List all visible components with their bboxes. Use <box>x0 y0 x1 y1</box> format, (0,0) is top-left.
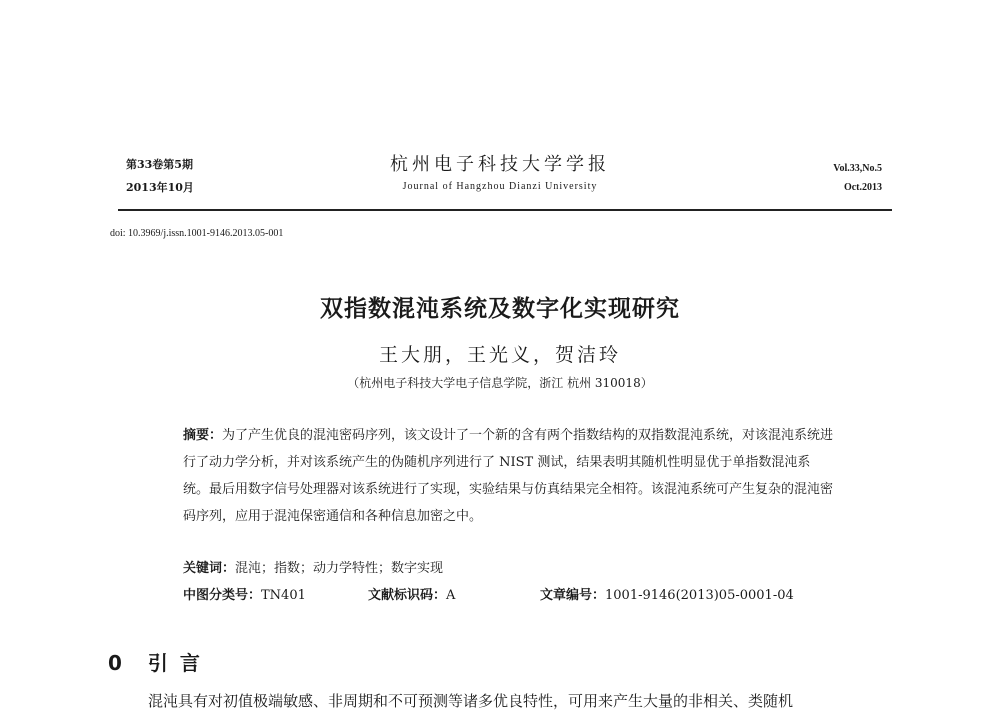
keywords-label: 关键词： <box>183 561 236 576</box>
document-code: 文献标识码：A <box>368 588 456 603</box>
journal-title-cn: 杭州电子科技大学学报 <box>390 154 610 175</box>
section-heading <box>108 647 212 676</box>
keywords <box>183 557 443 576</box>
abstract-label: 摘要： <box>183 428 223 443</box>
clc-number: 中图分类号：TN401 <box>183 588 306 603</box>
header-divider <box>118 209 892 211</box>
abstract-text: 为了产生优良的混沌密码序列，该文设计了一个新的含有两个指数结构的双指数混沌系统，对该混沌系统进行了动力学分析，并对该系统产生的伪随机序列进行了 NIST 测试，结果表明其随机性明显优于单指数混沌系统。最后用数字信号处理器对该系统进行了实现，实验结果与仿真结果完全相符。该混沌系统可产生复杂的混沌密码序列，应用于混沌保密通信和各种信息加密之中。 <box>183 428 834 524</box>
volume-issue-en: Vol.33,No.5 <box>833 163 882 174</box>
journal-title-en: Journal of Hangzhou Dianzi University <box>402 181 598 192</box>
affiliation: （杭州电子科技大学电子信息学院，浙江 杭州 310018） <box>347 376 653 390</box>
doi: doi: 10.3969/j.issn.1001-9146.2013.05-001 <box>110 228 284 239</box>
paper-title: 双指数混沌系统及数字化实现研究 <box>320 296 680 322</box>
date-cn: 2013年10月 <box>126 181 194 194</box>
authors: 王大朋，王光义，贺洁玲 <box>378 344 621 366</box>
body-paragraph: 混沌具有对初值极端敏感、非周期和不可预测等诸多优良特性，可用来产生大量的非相关、类随机 <box>148 692 794 710</box>
section-number: 0 <box>108 651 134 675</box>
keywords-text: 混沌；指数；动力学特性；数字实现 <box>235 561 444 576</box>
section-title: 引言 <box>147 651 212 675</box>
article-number: 文章编号：1001-9146(2013)05-0001-04 <box>540 588 794 603</box>
abstract <box>183 422 835 530</box>
date-en: Oct.2013 <box>843 182 882 193</box>
volume-issue-cn: 第33卷第5期 <box>126 158 193 171</box>
